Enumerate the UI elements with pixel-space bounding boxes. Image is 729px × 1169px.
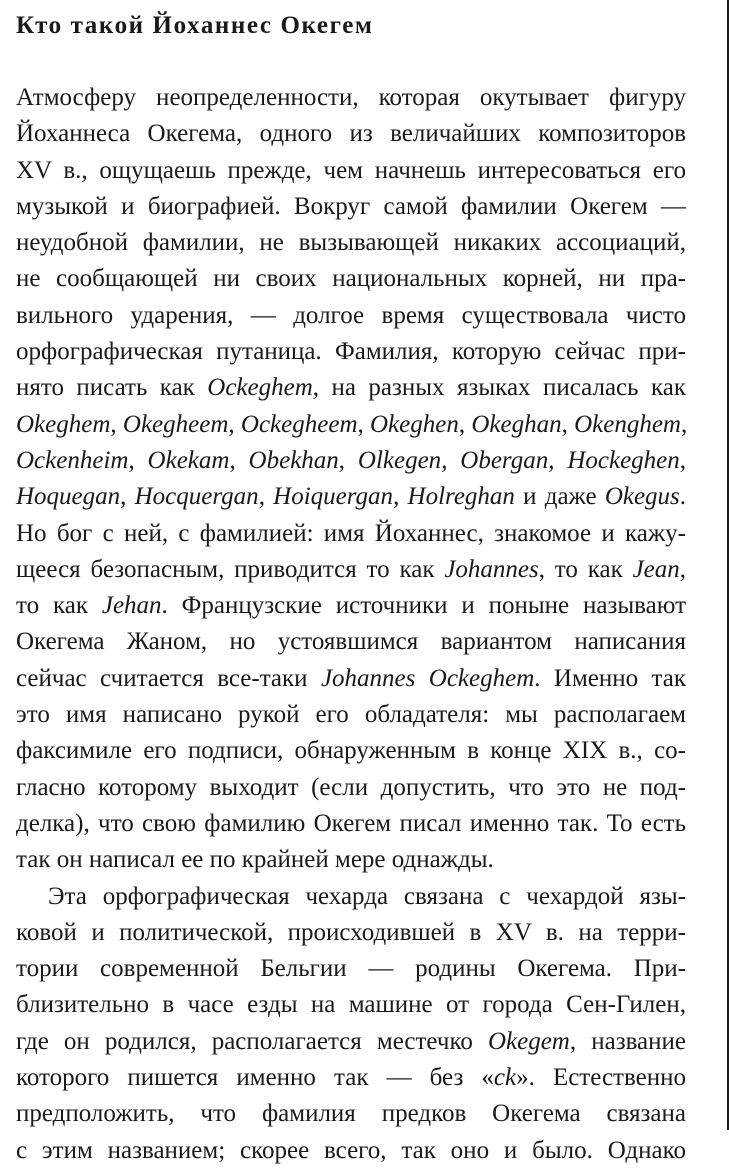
text-line: Ockenheim, Okekam, Obekhan, Olkegen, Obergan, Hockeghen, [16, 446, 687, 474]
text-line: близительно в часе езды на машине от города Сен-Гилен, [16, 991, 686, 1019]
text-line: Okeghem, Okegheem, Ockegheem, Okeghen, Okeghan, Okenghem, [16, 410, 688, 438]
text-line: неудобной фамилии, не вызывающей никаких ассоциаций, [16, 229, 686, 257]
text-line: которого пишется именно так — без «ck». Естественно [16, 1064, 686, 1092]
text-line: Эта орфографическая чехарда связана с чехардой язы- [48, 882, 686, 910]
text-line: Hoquegan, Hocquergan, Hoiquergan, Holreghan и даже Okegus. [16, 483, 687, 511]
text-line: ковой и политической, происходившей в XV в. на терри- [16, 918, 686, 946]
text-line: XV в., ощущаешь прежде, чем начнешь интересоваться его [16, 156, 686, 184]
text-line: щееся безопасным, приводится то как Johannes, то как Jean, [16, 555, 687, 583]
text-line: сейчас считается все-таки Johannes Ockeghem. Именно так [16, 664, 686, 692]
text-line: Йоханнеса Окегема, одного из величайших композиторов [16, 120, 686, 148]
body-text [16, 80, 686, 1169]
text-line: с этим названием; скорее всего, так оно и было. Однако [16, 1136, 686, 1164]
text-line: где он родился, располагается местечко Okegem, название [16, 1027, 686, 1055]
text-line: не сообщающей ни своих национальных корней, ни пра- [16, 265, 686, 293]
text-line: то как Jehan. Французские источники и поныне называют [16, 592, 686, 620]
text-line: Окегема Жаном, но устоявшимся вариантом написания [16, 628, 686, 656]
text-line: гласно которому выходит (если допустить, что это не под- [16, 773, 686, 801]
text-line: нято писать как Ockeghem, на разных языках писалась как [16, 374, 686, 402]
text-line: так он написал ее по крайней мере однажды. [16, 846, 494, 874]
text-line: это имя написано рукой его обладателя: мы располагаем [16, 701, 686, 729]
text-line: Атмосферу неопределенности, которая окутывает фигуру [16, 84, 686, 111]
text-line: тории современной Бельгии — родины Окегема. При- [16, 955, 686, 983]
text-line: Но бог с ней, с фамилией: имя Йоханнес, знакомое и кажу- [16, 519, 686, 547]
text-line: музыкой и биографией. Вокруг самой фамилии Окегем — [16, 192, 686, 220]
text-line: делка), что свою фамилию Окегем писал именно так. То есть [16, 809, 686, 837]
text-line: орфографическая путаница. Фамилия, которую сейчас при- [16, 338, 686, 366]
text-line: вильного ударения, — долгое время существовала чисто [16, 301, 686, 329]
chapter-title: Кто такой Йоханнес Окегем [16, 12, 374, 39]
text-line: предположить, что фамилия предков Окегема связана [16, 1100, 686, 1128]
text-line: факсимиле его подписи, обнаруженным в конце XIX в., со- [16, 737, 686, 765]
